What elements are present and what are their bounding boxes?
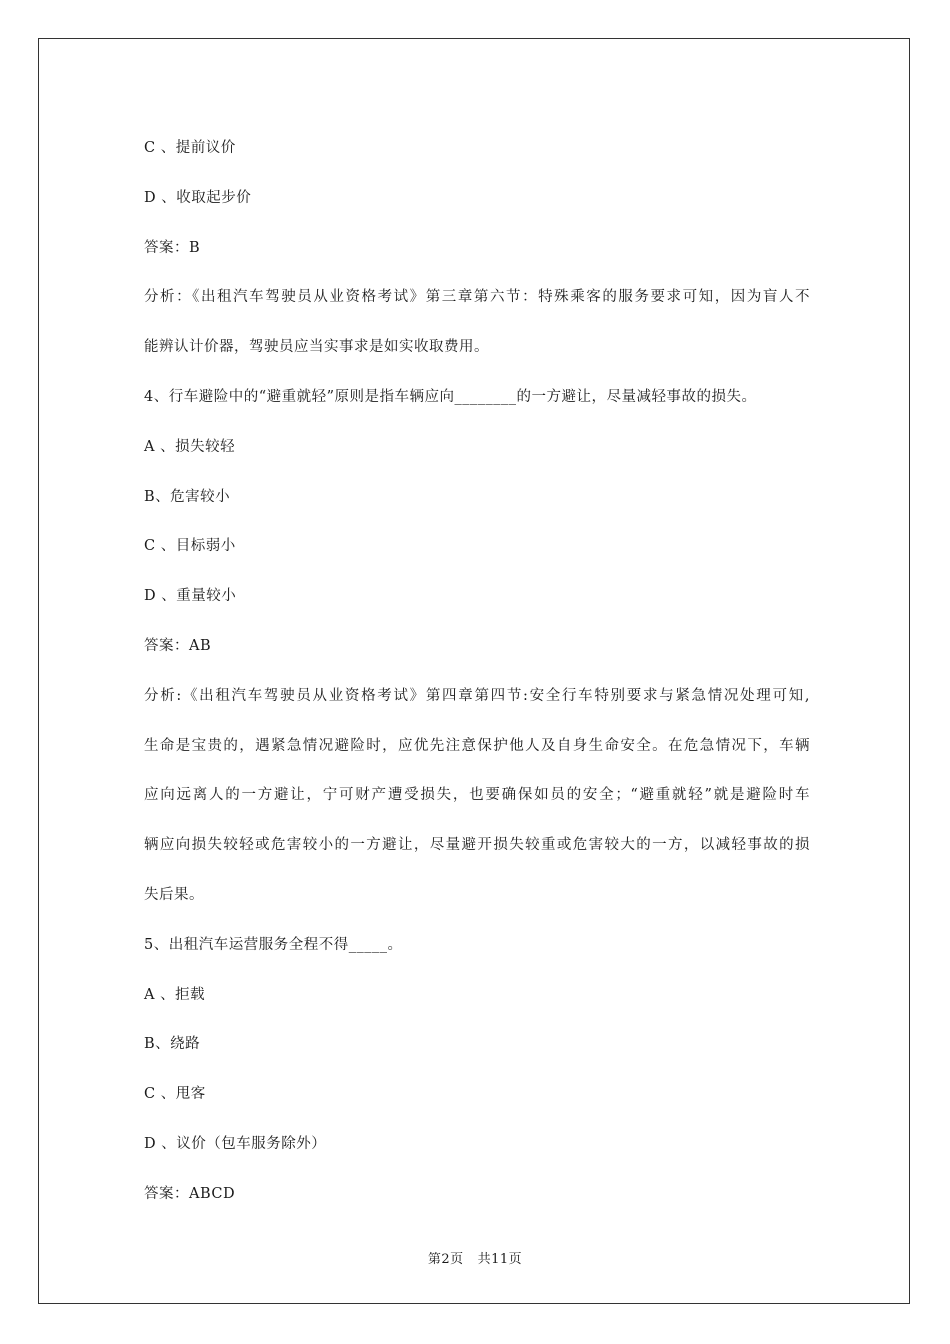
answer-line: 答案：B (144, 239, 201, 256)
option-c-line: C 、提前议价 (144, 140, 236, 156)
analysis-line: 失后果。 (144, 886, 204, 903)
question-4-line: 4、行车避险中的“避重就轻”原则是指车辆应向________的一方避让，尽量减轻事故的损失。 (144, 388, 757, 405)
option-c-line: C 、甩客 (144, 1086, 206, 1103)
page-footer (0, 1248, 950, 1267)
question-5-line: 5、出租汽车运营服务全程不得_____。 (144, 936, 403, 953)
analysis-line: 生命是宝贵的，遇紧急情况避险时，应优先注意保护他人及自身生命安全。在危急情况下，车辆 (144, 737, 810, 754)
page-number: 第2页 (427, 1252, 464, 1267)
option-c-line: C 、目标弱小 (144, 538, 236, 555)
option-b-line: B、危害较小 (144, 488, 231, 505)
page-total: 共11页 (477, 1252, 523, 1267)
option-a-line: A 、拒载 (144, 986, 206, 1003)
analysis-line: 分析：《出租汽车驾驶员从业资格考试》第三章第六节：特殊乘客的服务要求可知，因为盲人不 (144, 289, 810, 306)
answer-line: 答案：AB (144, 637, 212, 654)
analysis-line: 能辨认计价器，驾驶员应当实事求是如实收取费用。 (144, 339, 489, 356)
option-b-line: B、绕路 (144, 1036, 201, 1053)
option-d-line: D 、议价（包车服务除外） (144, 1135, 327, 1152)
analysis-line: 辆应向损失较轻或危害较小的一方避让，尽量避开损失较重或危害较大的一方，以减轻事故的损 (144, 837, 810, 854)
option-d-line: D 、收取起步价 (144, 189, 252, 206)
answer-line: 答案：ABCD (144, 1185, 236, 1202)
analysis-line: 应向远离人的一方避让，宁可财产遭受损失，也要确保如员的安全；“避重就轻”就是避险时车 (144, 787, 810, 804)
option-d-line: D 、重量较小 (144, 588, 237, 605)
document-body (144, 124, 810, 1220)
option-a-line: A 、损失较轻 (144, 438, 236, 455)
analysis-line: 分析:《出租汽车驾驶员从业资格考试》第四章第四节:安全行车特别要求与紧急情况处理可知, (144, 687, 810, 704)
